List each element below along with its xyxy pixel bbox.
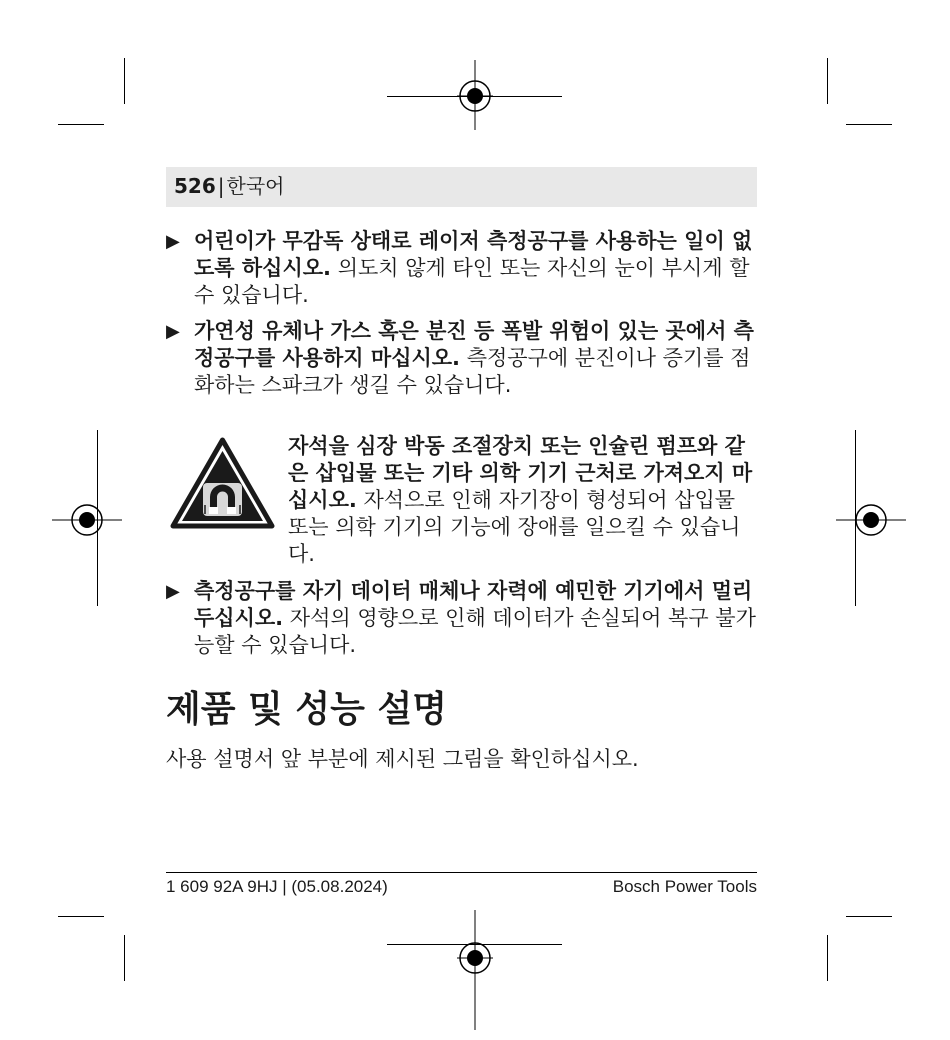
header-text (174, 173, 284, 199)
magnet-warning-icon (170, 437, 275, 529)
crop-mark (827, 58, 828, 104)
bullet-normal-text: 자석의 영향으로 인해 데이터가 손실되어 복구 불가능할 수 있습니다. (194, 606, 756, 657)
bullet-text (194, 578, 758, 659)
safety-bullet (166, 578, 758, 659)
header-separator: | (217, 174, 225, 198)
registration-mark-icon (453, 60, 497, 130)
magnet-warning-text (288, 433, 758, 568)
footer-divider (166, 872, 757, 873)
bullet-normal-text: 의도치 않게 타인 또는 자신의 눈이 부시게 할 수 있습니다. (194, 256, 750, 307)
crop-mark (124, 58, 125, 104)
page-number: 526 (174, 174, 216, 198)
section-title: 제품 및 성능 설명 (166, 689, 448, 730)
crop-mark (124, 935, 125, 981)
crop-mark (58, 124, 104, 125)
section-body: 사용 설명서 앞 부분에 제시된 그림을 확인하십시오. (166, 747, 639, 771)
crop-mark (827, 935, 828, 981)
crop-mark (846, 124, 892, 125)
bullet-marker: ▶ (166, 321, 180, 342)
bullet-normal-text: 측정공구에 분진이나 증기를 점화하는 스파크가 생길 수 있습니다. (194, 346, 751, 397)
registration-mark-icon (453, 910, 497, 1030)
bullet-bold-text: 어린이가 무감독 상태로 레이저 측정공구를 사용하는 일이 없도록 하십시오. (194, 229, 753, 280)
bullet-marker: ▶ (166, 231, 180, 252)
safety-bullet (166, 318, 758, 399)
page-header (166, 167, 757, 207)
registration-mark-icon (836, 498, 906, 542)
bullet-text (194, 318, 758, 399)
footer-brand: Bosch Power Tools (612, 877, 757, 896)
safety-bullet (166, 228, 758, 309)
magnet-normal-text: 자석으로 인해 자기장이 형성되어 삽입물 또는 의학 기기의 기능에 장애를 일으킬 수 있습니다. (288, 488, 741, 566)
bullet-bold-text: 가연성 유체나 가스 혹은 분진 등 폭발 위험이 있는 곳에서 측정공구를 사용하지 마십시오. (194, 319, 754, 370)
magnet-bold-text: 자석을 심장 박동 조절장치 또는 인슐린 펌프와 같은 삽입물 또는 기타 의학 기기 근처로 가져오지 마십시오. (288, 434, 753, 512)
header-language: 한국어 (226, 174, 285, 198)
bullet-bold-text: 측정공구를 자기 데이터 매체나 자력에 예민한 기기에서 멀리 두십시오. (194, 579, 753, 630)
crop-mark (846, 916, 892, 917)
crop-mark (58, 916, 104, 917)
bullet-text (194, 228, 758, 309)
registration-mark-icon (52, 498, 122, 542)
bullet-marker: ▶ (166, 581, 180, 602)
footer-document-number: 1 609 92A 9HJ | (05.08.2024) (166, 877, 388, 896)
